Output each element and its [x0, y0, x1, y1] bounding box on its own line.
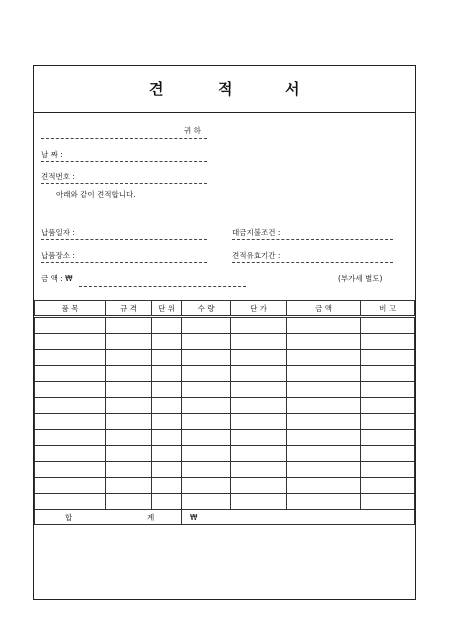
- table-header-row: [35, 301, 415, 316]
- total-row: [35, 510, 415, 525]
- table-cell[interactable]: [35, 382, 106, 398]
- validity-line[interactable]: [232, 262, 393, 263]
- table-cell[interactable]: [35, 398, 106, 414]
- estimate-no-line[interactable]: [41, 183, 207, 184]
- table-cell[interactable]: [361, 462, 415, 478]
- table-cell[interactable]: [287, 382, 361, 398]
- table-row: [35, 494, 415, 510]
- amount-label: 금 액 : ₩: [41, 274, 73, 283]
- table-cell[interactable]: [106, 478, 152, 494]
- estimate-form: [33, 65, 416, 600]
- title-area: [34, 66, 415, 113]
- table-cell[interactable]: [106, 366, 152, 382]
- table-cell[interactable]: [231, 446, 287, 462]
- table-cell[interactable]: [361, 398, 415, 414]
- table-row: [35, 398, 415, 414]
- table-cell[interactable]: [182, 462, 231, 478]
- recipient-suffix: 귀 하: [184, 126, 201, 135]
- table-cell[interactable]: [182, 494, 231, 510]
- total-label-left: 합: [65, 513, 73, 522]
- table-cell[interactable]: [287, 478, 361, 494]
- table-cell[interactable]: [231, 430, 287, 446]
- header-amount: 금 액: [287, 301, 361, 316]
- table-cell[interactable]: [287, 446, 361, 462]
- table-cell[interactable]: [182, 350, 231, 366]
- date-label: 날 짜 :: [41, 150, 63, 159]
- table-cell[interactable]: [152, 430, 182, 446]
- total-label-right: 계: [147, 513, 155, 522]
- table-cell[interactable]: [182, 366, 231, 382]
- intro-text: 아래와 같이 견적합니다.: [56, 190, 136, 199]
- header-unit-price: 단 가: [231, 301, 287, 316]
- validity-label: 견적유효기간 :: [232, 251, 281, 260]
- table-row: [35, 334, 415, 350]
- table-cell[interactable]: [361, 334, 415, 350]
- table-cell[interactable]: [152, 382, 182, 398]
- recipient-line[interactable]: [41, 138, 207, 139]
- table-row: [35, 318, 415, 334]
- table-cell[interactable]: [106, 350, 152, 366]
- table-cell[interactable]: [287, 334, 361, 350]
- table-cell[interactable]: [287, 350, 361, 366]
- table-body: [35, 318, 415, 510]
- total-value-cell[interactable]: [182, 510, 415, 525]
- table-cell[interactable]: [152, 334, 182, 350]
- table-cell[interactable]: [35, 494, 106, 510]
- items-table: [34, 300, 415, 525]
- table-cell[interactable]: [287, 494, 361, 510]
- table-cell[interactable]: [106, 382, 152, 398]
- table-cell[interactable]: [35, 430, 106, 446]
- table-cell[interactable]: [287, 430, 361, 446]
- table-cell[interactable]: [152, 366, 182, 382]
- table-cell[interactable]: [231, 318, 287, 334]
- table-cell[interactable]: [361, 350, 415, 366]
- table-cell[interactable]: [106, 398, 152, 414]
- table-cell[interactable]: [361, 366, 415, 382]
- payment-terms-label: 대금지불조건 :: [232, 228, 281, 237]
- table-cell[interactable]: [231, 462, 287, 478]
- table-cell[interactable]: [182, 318, 231, 334]
- table-cell[interactable]: [35, 478, 106, 494]
- table-cell[interactable]: [361, 318, 415, 334]
- total-currency: ₩: [190, 512, 198, 522]
- delivery-place-label: 납품장소 :: [41, 251, 75, 260]
- table-cell[interactable]: [182, 334, 231, 350]
- table-row: [35, 462, 415, 478]
- table-cell[interactable]: [231, 382, 287, 398]
- title-char-1: 견: [149, 80, 164, 98]
- header-item: 품 목: [35, 301, 106, 316]
- table-cell[interactable]: [231, 366, 287, 382]
- table-cell[interactable]: [287, 366, 361, 382]
- table-cell[interactable]: [231, 398, 287, 414]
- table-cell[interactable]: [35, 462, 106, 478]
- title-char-3: 서: [285, 80, 300, 98]
- table-cell[interactable]: [35, 446, 106, 462]
- table-cell[interactable]: [106, 414, 152, 430]
- delivery-date-line[interactable]: [41, 239, 207, 240]
- table-row: [35, 366, 415, 382]
- table-cell[interactable]: [152, 462, 182, 478]
- header-spec: 규 격: [106, 301, 152, 316]
- table-cell[interactable]: [152, 350, 182, 366]
- table-cell[interactable]: [182, 446, 231, 462]
- title-char-2: 적: [218, 80, 233, 98]
- total-label-cell: [35, 510, 182, 525]
- table-cell[interactable]: [182, 398, 231, 414]
- table-cell[interactable]: [287, 414, 361, 430]
- table-row: [35, 350, 415, 366]
- table-cell[interactable]: [35, 318, 106, 334]
- table-cell[interactable]: [35, 334, 106, 350]
- table-cell[interactable]: [152, 478, 182, 494]
- header-remarks: 비 고: [361, 301, 415, 316]
- amount-line[interactable]: [79, 286, 246, 287]
- date-line[interactable]: [41, 161, 207, 162]
- table-cell[interactable]: [231, 494, 287, 510]
- delivery-date-label: 납품일자 :: [41, 228, 75, 237]
- table-cell[interactable]: [231, 414, 287, 430]
- table-cell[interactable]: [361, 430, 415, 446]
- items-table-wrap: [34, 300, 415, 525]
- vat-note: (부가세 별도): [338, 274, 383, 283]
- table-row: [35, 382, 415, 398]
- header-quantity: 수 량: [182, 301, 231, 316]
- table-cell[interactable]: [35, 350, 106, 366]
- table-cell[interactable]: [231, 478, 287, 494]
- table-cell[interactable]: [35, 366, 106, 382]
- table-cell[interactable]: [152, 446, 182, 462]
- table-row: [35, 446, 415, 462]
- table-cell[interactable]: [361, 382, 415, 398]
- table-cell[interactable]: [35, 414, 106, 430]
- table-cell[interactable]: [182, 382, 231, 398]
- table-cell[interactable]: [152, 494, 182, 510]
- table-cell[interactable]: [106, 446, 152, 462]
- table-cell[interactable]: [106, 334, 152, 350]
- table-cell[interactable]: [106, 494, 152, 510]
- table-cell[interactable]: [361, 414, 415, 430]
- delivery-place-line[interactable]: [41, 262, 207, 263]
- table-row: [35, 414, 415, 430]
- table-cell[interactable]: [287, 318, 361, 334]
- table-cell[interactable]: [152, 414, 182, 430]
- table-cell[interactable]: [361, 478, 415, 494]
- table-cell[interactable]: [361, 446, 415, 462]
- table-cell[interactable]: [182, 414, 231, 430]
- table-cell[interactable]: [152, 318, 182, 334]
- table-cell[interactable]: [106, 430, 152, 446]
- table-row: [35, 478, 415, 494]
- header-unit: 단 위: [152, 301, 182, 316]
- table-cell[interactable]: [182, 478, 231, 494]
- payment-terms-line[interactable]: [232, 239, 393, 240]
- table-cell[interactable]: [106, 318, 152, 334]
- table-cell[interactable]: [152, 398, 182, 414]
- table-cell[interactable]: [231, 334, 287, 350]
- table-cell[interactable]: [287, 398, 361, 414]
- table-cell[interactable]: [106, 462, 152, 478]
- table-cell[interactable]: [361, 494, 415, 510]
- table-cell[interactable]: [182, 430, 231, 446]
- table-cell[interactable]: [287, 462, 361, 478]
- table-row: [35, 430, 415, 446]
- estimate-no-label: 견적번호 :: [41, 172, 75, 181]
- table-cell[interactable]: [231, 350, 287, 366]
